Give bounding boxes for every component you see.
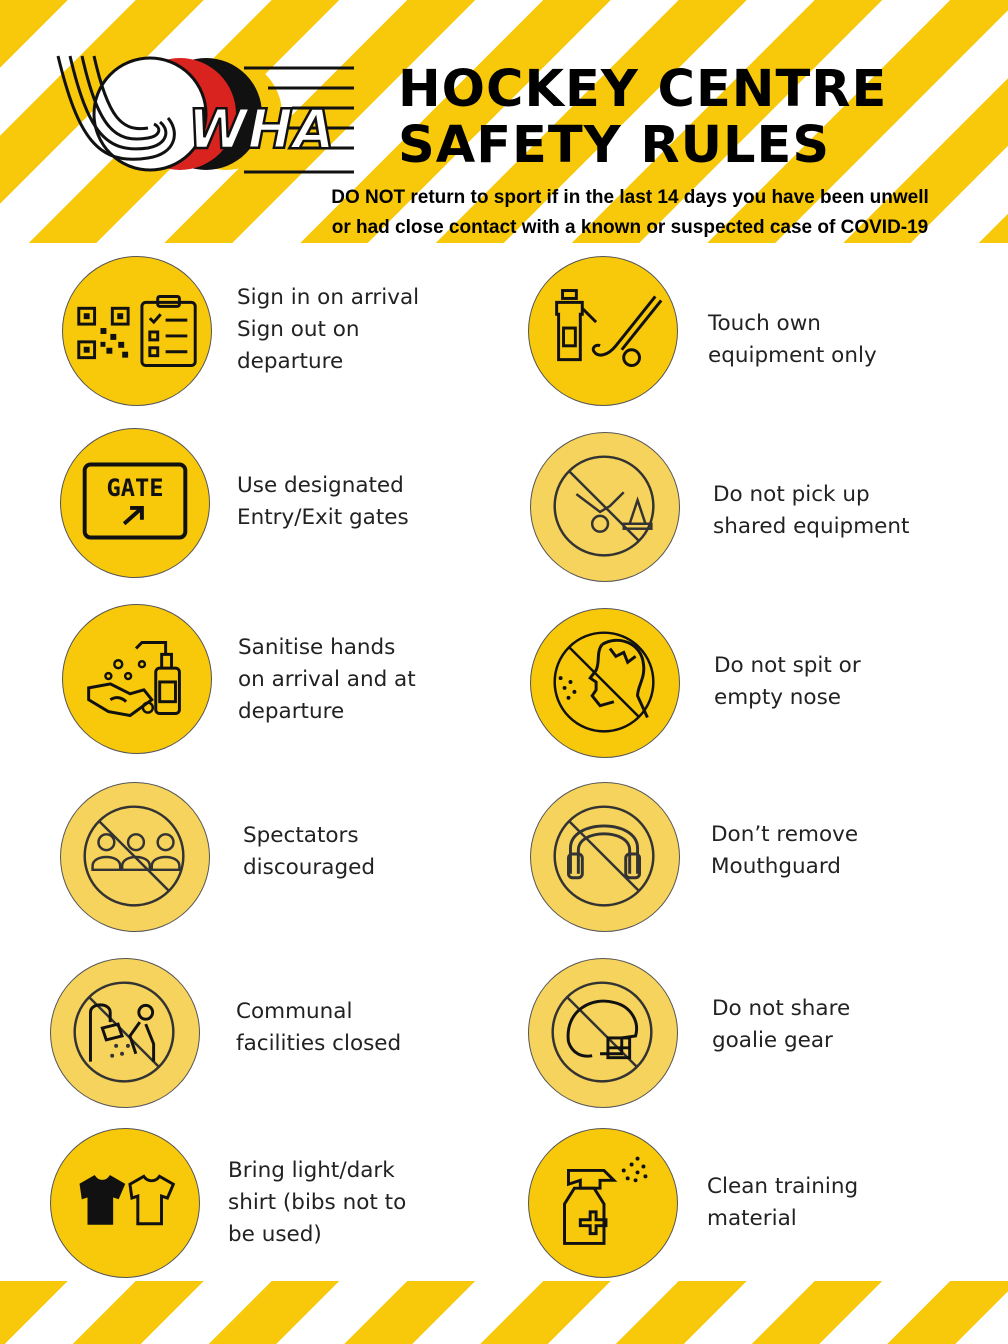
rule-text: Spectators discouraged <box>243 823 375 880</box>
logo-wordmark: WHA <box>188 98 335 161</box>
page-title <box>398 62 887 174</box>
rule-text: Clean training material <box>707 1174 859 1231</box>
rule-text: Communal facilities closed <box>236 999 402 1056</box>
title-line-1: HOCKEY CENTRE <box>398 60 888 119</box>
spray-bottle-icon <box>528 1128 678 1278</box>
qr-checklist-icon <box>62 256 212 406</box>
rule-text: Do not pick up shared equipment <box>713 482 910 539</box>
no-shower-icon <box>50 958 200 1108</box>
rule-text: Sign in on arrival Sign out on departure <box>237 285 420 374</box>
gate-sign-icon <box>60 428 210 578</box>
covid-notice <box>270 183 990 243</box>
wha-logo <box>48 48 360 188</box>
rule-text: Do not spit or empty nose <box>714 653 861 710</box>
bottom-stripe-banner <box>0 1281 1008 1344</box>
bottle-hockey-stick-icon <box>528 256 678 406</box>
mouthguard-icon <box>530 782 680 932</box>
notice-line-2: or had close contact with a known or suspected case of COVID-19 <box>331 217 929 238</box>
rule-text: Bring light/dark shirt (bibs not to be used) <box>228 1158 407 1247</box>
no-goalie-helmet-icon <box>528 958 678 1108</box>
notice-line-1: DO NOT return to sport if in the last 14 days you have been unwell <box>331 187 929 208</box>
rule-text: Sanitise hands on arrival and at departure <box>238 635 416 724</box>
rule-text: Don’t remove Mouthguard <box>711 822 859 879</box>
no-shared-equipment-icon <box>530 432 680 582</box>
no-spectators-icon <box>60 782 210 932</box>
no-spitting-icon <box>530 608 680 758</box>
rule-text: Touch own equipment only <box>708 311 877 368</box>
shirts-icon <box>50 1128 200 1278</box>
rule-text: Do not share goalie gear <box>712 996 851 1053</box>
rule-text: Use designated Entry/Exit gates <box>237 473 409 530</box>
hand-sanitiser-icon <box>62 604 212 754</box>
title-line-2: SAFETY RULES <box>398 116 831 175</box>
gate-sign-label: GATE <box>106 474 164 503</box>
